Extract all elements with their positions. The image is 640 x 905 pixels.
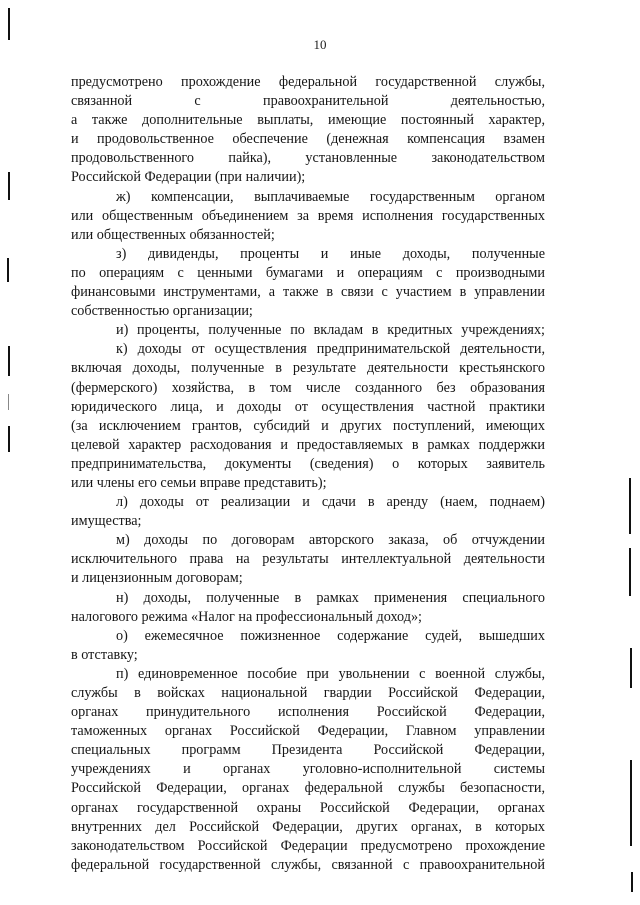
scan-mark-right-1 bbox=[629, 478, 631, 534]
text-line: имущества; bbox=[71, 513, 142, 530]
text-line: в отставку; bbox=[71, 646, 138, 663]
text-line: п) единовременное пособие при увольнении с военной службы, bbox=[116, 665, 545, 682]
text-line: Российской Федерации (при наличии); bbox=[71, 169, 306, 186]
text-line: собственностью организации; bbox=[71, 303, 253, 320]
scan-mark-right-5 bbox=[631, 872, 633, 892]
text-line: Российской Федерации, органах федеральной службы безопасности, bbox=[71, 780, 545, 797]
scan-mark-left-2 bbox=[8, 172, 10, 200]
text-line: м) доходы по договорам авторского заказа, об отчуждении bbox=[116, 532, 545, 549]
text-line: федеральной государственной службы, связанной с правоохранительной bbox=[71, 856, 545, 873]
text-line: и лицензионным договорам; bbox=[71, 570, 243, 587]
text-line: или общественных обязанностей; bbox=[71, 226, 275, 243]
scan-mark-left-4 bbox=[8, 346, 10, 376]
text-line: включая доходы, полученные в результате деятельности крестьянского bbox=[71, 360, 545, 377]
text-line: налогового режима «Налог на профессиональный доход»; bbox=[71, 608, 422, 625]
text-line: или члены его семьи вправе представить); bbox=[71, 474, 327, 491]
scan-mark-left-1 bbox=[8, 8, 10, 40]
scan-mark-left-5 bbox=[8, 394, 9, 410]
text-line: по операциям с ценными бумагами и операциям с производными bbox=[71, 264, 545, 281]
scan-mark-right-3 bbox=[630, 648, 632, 688]
text-line: службы в войсках национальной гвардии Российской Федерации, bbox=[71, 685, 545, 701]
text-line: л) доходы от реализации и сдачи в аренду (наем, поднаем) bbox=[116, 494, 545, 511]
text-line: продовольственного пайка), установленные законодательством bbox=[71, 150, 545, 167]
text-line: н) доходы, полученные в рамках применения специального bbox=[116, 589, 545, 606]
text-line: органах государственной охраны Российской Федерации, органах bbox=[71, 799, 545, 816]
scan-mark-right-4 bbox=[630, 760, 632, 846]
text-line: ж) компенсации, выплачиваемые государственным органом bbox=[116, 188, 545, 205]
text-line: а также дополнительные выплаты, имеющие постоянный характер, bbox=[71, 112, 545, 129]
scan-mark-right-2 bbox=[629, 548, 631, 596]
text-line: предусмотрено прохождение федеральной государственной службы, bbox=[71, 74, 545, 90]
scan-mark-left-3 bbox=[7, 258, 9, 282]
text-line: внутренних дел Российской Федерации, других органах, в которых bbox=[71, 818, 545, 835]
text-line: органах принудительного исполнения Российской Федерации, bbox=[71, 704, 545, 721]
text-line: к) доходы от осуществления предпринимательской деятельности, bbox=[116, 341, 545, 358]
text-line: или общественным объединением за время исполнения государственных bbox=[71, 207, 545, 224]
text-line: финансовыми инструментами, а также в связи с участием в управлении bbox=[71, 284, 545, 301]
text-line: учреждениях и органах уголовно-исполнительной системы bbox=[71, 761, 545, 778]
text-line: з) дивиденды, проценты и иные доходы, полученные bbox=[116, 245, 545, 262]
text-line: и) проценты, полученные по вкладам в кредитных учреждениях; bbox=[116, 322, 545, 339]
text-line: и продовольственное обеспечение (денежная компенсация взамен bbox=[71, 131, 545, 148]
scan-mark-left-6 bbox=[8, 426, 10, 452]
text-line: о) ежемесячное пожизненное содержание судей, вышедших bbox=[116, 627, 545, 644]
text-line: связанной с правоохранительной деятельностью, bbox=[71, 93, 545, 110]
text-line: целевой характер расходования и предоставляемых в рамках поддержки bbox=[71, 436, 545, 453]
body-text bbox=[71, 73, 545, 875]
text-line: (за исключением грантов, субсидий и других поступлений, имеющих bbox=[71, 417, 545, 434]
text-line: законодательством Российской Федерации предусмотрено прохождение bbox=[71, 837, 545, 854]
text-line: юридического лица, и доходы от осуществления частной практики bbox=[71, 398, 545, 415]
page-number: 10 bbox=[313, 37, 327, 52]
text-line: (фермерского) хозяйства, в том числе созданного без образования bbox=[71, 379, 545, 396]
text-line: таможенных органах Российской Федерации, Главном управлении bbox=[71, 723, 545, 740]
text-line: предпринимательства, документы (сведения) о которых заявитель bbox=[71, 455, 545, 472]
text-line: исключительного права на результаты интеллектуальной деятельности bbox=[71, 551, 545, 568]
text-line: специальных программ Президента Российской Федерации, bbox=[71, 742, 545, 759]
